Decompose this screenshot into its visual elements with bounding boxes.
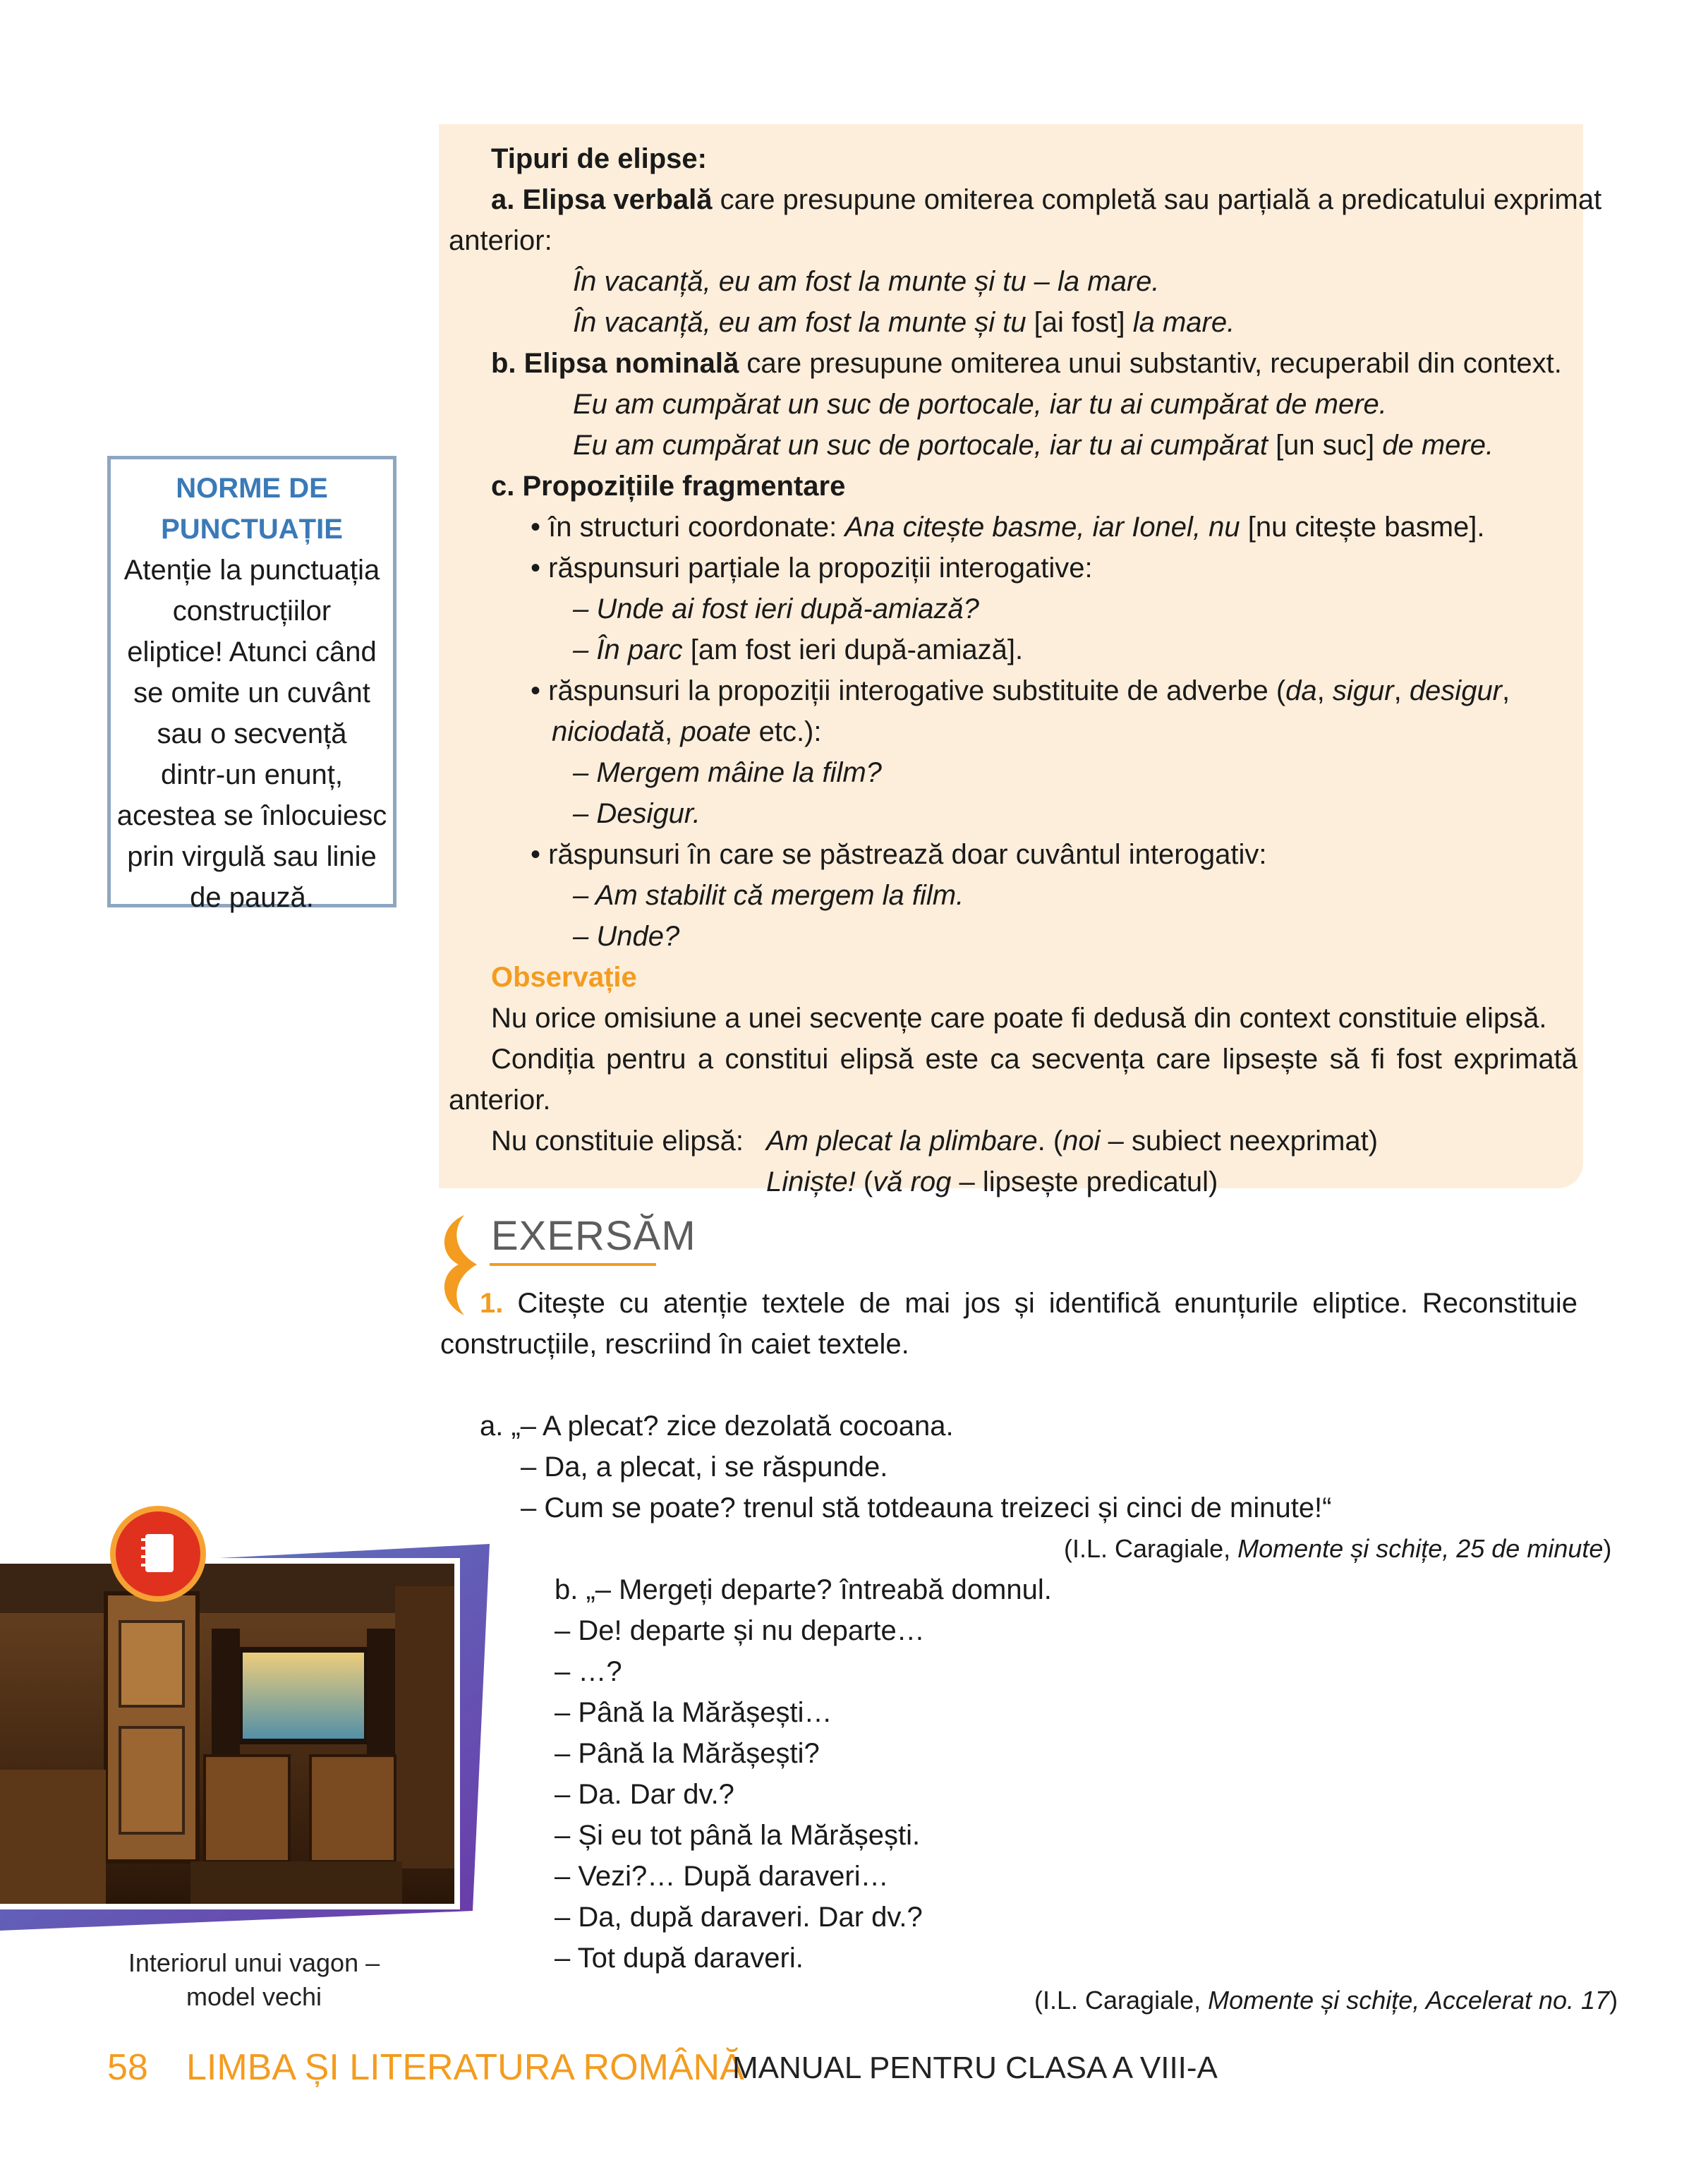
example-text: noi <box>1062 1125 1101 1157</box>
text-b-line: b. „– Mergeți departe? întreabă domnul. <box>555 1574 1052 1605</box>
ellipsis-nominal-label: b. Elipsa nominală <box>491 348 739 379</box>
exercise-instruction-1 <box>480 1283 1577 1324</box>
text-b-source <box>1034 1980 1618 2021</box>
note-line: dintr-un enunț, <box>161 759 343 790</box>
text-b-line: – Tot după daraveri. <box>555 1943 804 1974</box>
observation-example-1 <box>766 1121 1378 1161</box>
note-line: se omite un cuvânt <box>133 677 370 708</box>
item-text: etc.): <box>751 716 822 747</box>
notebook-icon <box>116 1511 200 1596</box>
ellipsis-verbal-example-1: În vacanță, eu am fost la munte și tu – la mare. <box>573 266 1160 297</box>
caption-line: Interiorul unui vagon – <box>128 1948 380 1977</box>
text-a-line: a. „– A plecat? zice dezolată cocoana. <box>480 1411 954 1442</box>
note-line: prin virgulă sau linie <box>127 841 377 872</box>
text-b-line: – Până la Mărășești? <box>555 1738 820 1769</box>
fragmentary-item-3-cont <box>552 711 822 752</box>
ellipsis-verbal-example-2 <box>573 302 1235 343</box>
photo-caption <box>106 1946 402 2014</box>
note-line: construcțiilor <box>172 596 332 627</box>
exercise-number: 1. <box>480 1288 504 1319</box>
caption-line: model vechi <box>186 1982 322 2011</box>
note-line: acestea se înlocuiesc <box>116 800 387 831</box>
adverb: desigur <box>1409 675 1503 706</box>
recovered-text: [un suc] <box>1276 430 1375 461</box>
text-a-line: – Da, a plecat, i se răspunde. <box>521 1451 888 1483</box>
exercise-instruction-2: construcțiile, rescriind în caiet textele. <box>440 1329 909 1360</box>
source-end: ) <box>1609 1986 1618 2015</box>
fragmentary-item-4-answer: – Unde? <box>573 921 680 952</box>
text-a-source <box>1064 1528 1611 1569</box>
text-a-line: – Cum se poate? trenul stă totdeauna treizeci și cinci de minute!“ <box>521 1492 1332 1523</box>
fragmentary-item-1 <box>531 507 1485 548</box>
note-title-2: PUNCTUAȚIE <box>161 514 343 545</box>
source-end: ) <box>1603 1534 1612 1563</box>
exercise-heading: EXERSĂM <box>491 1213 696 1259</box>
ellipsis-nominal-example-1: Eu am cumpărat un suc de portocale, iar tu ai cumpărat de mere. <box>573 389 1387 420</box>
theory-title: Tipuri de elipse: <box>491 143 707 174</box>
item-text: • în structuri coordonate: <box>531 512 845 543</box>
example-text: Am plecat la plimbare <box>766 1125 1038 1157</box>
observation-line-2: Condiția pentru a constitui elipsă este ca secvența care lipsește să fi fost exprimată <box>491 1044 1577 1075</box>
recovered-text: [ai fost] <box>1034 307 1125 338</box>
example-text: Liniște! <box>766 1166 856 1197</box>
explanation: – lipsește predicatul) <box>951 1166 1218 1197</box>
example-text: Eu am cumpărat un suc de portocale, iar tu ai cumpărat <box>573 430 1276 461</box>
note-title-1: NORME DE <box>176 473 328 504</box>
note-line: eliptice! Atunci când <box>127 636 377 668</box>
observation-line-2-cont: anterior. <box>449 1085 551 1116</box>
example-text: Ana citește basme, iar Ionel, nu <box>844 512 1240 543</box>
ellipsis-nominal-line <box>491 343 1562 384</box>
separator: , <box>1316 675 1333 706</box>
ellipsis-nominal-text: care presupune omiterea unui substantiv, recuperabil din context. <box>739 348 1562 379</box>
fragmentary-item-2: • răspunsuri parțiale la propoziții interogative: <box>531 553 1093 584</box>
example-text: vă rog <box>873 1166 952 1197</box>
example-text: de mere. <box>1374 430 1494 461</box>
source-title: Momente și schițe, Accelerat no. 17 <box>1208 1986 1610 2015</box>
page-number: 58 <box>107 2047 148 2088</box>
explanation: – subiect neexprimat) <box>1100 1125 1379 1157</box>
ellipsis-verbal-label: a. Elipsa verbală <box>491 184 713 215</box>
example-text: la mare. <box>1125 307 1235 338</box>
observation-example-2 <box>766 1161 1218 1202</box>
recovered-text: [am fost ieri după-amiază]. <box>682 634 1024 665</box>
book-title: LIMBA ȘI LITERATURA ROMÂNĂ <box>186 2047 744 2088</box>
item-text: • răspunsuri la propoziții interogative substituite de adverbe ( <box>531 675 1286 706</box>
ellipsis-nominal-example-2 <box>573 425 1494 466</box>
adverb: niciodată <box>552 716 665 747</box>
text-b-line: – Da, după daraveri. Dar dv.? <box>555 1902 923 1933</box>
text-b-line: – …? <box>555 1656 622 1687</box>
fragmentary-item-3-answer: – Desigur. <box>573 798 701 829</box>
text-b-line: – Da. Dar dv.? <box>555 1779 734 1810</box>
fragmentary-item-3-question: – Mergem mâine la film? <box>573 757 882 788</box>
separator: ( <box>855 1166 873 1197</box>
instruction-text: Citește cu atenție textele de mai jos și identifică enunțurile eliptice. Reconstituie <box>503 1288 1577 1319</box>
text-b-line: – De! departe și nu departe… <box>555 1615 925 1646</box>
fragmentary-item-2-question: – Unde ai fost ieri după-amiază? <box>573 593 979 624</box>
observation-line-1: Nu orice omisiune a unei secvențe care poate fi dedusă din context constituie elipsă. <box>491 1003 1547 1034</box>
separator: . ( <box>1037 1125 1063 1157</box>
fragmentary-item-2-answer <box>573 629 1023 670</box>
note-line: Atenție la punctuația <box>123 555 380 586</box>
fragmentary-label: c. Propozițiile fragmentare <box>491 471 846 502</box>
ellipsis-verbal-line <box>491 179 1601 220</box>
fragmentary-item-4: • răspunsuri în care se păstrează doar cuvântul interogativ: <box>531 839 1267 870</box>
source-title: Momente și schițe, 25 de minute <box>1237 1534 1604 1563</box>
ellipsis-verbal-text-cont: anterior: <box>449 225 552 256</box>
fragmentary-item-3 <box>531 670 1510 711</box>
punctuation-note <box>107 456 396 913</box>
ellipsis-verbal-text: care presupune omiterea completă sau parțială a predicatului exprimat <box>712 184 1602 215</box>
train-interior-photo <box>0 1544 490 1932</box>
text-b-line: – Până la Mărășești… <box>555 1697 832 1728</box>
adverb: poate <box>680 716 751 747</box>
recovered-text: [nu citește basme]. <box>1240 512 1485 543</box>
source-author: (I.L. Caragiale, <box>1034 1986 1209 2015</box>
text-b-line: – Vezi?… După daraveri… <box>555 1861 889 1892</box>
adverb: da <box>1285 675 1317 706</box>
adverb: sigur <box>1332 675 1394 706</box>
separator: , <box>665 716 681 747</box>
separator: , <box>1393 675 1410 706</box>
fragmentary-item-4-question: – Am stabilit că mergem la film. <box>573 880 964 911</box>
example-text: – În parc <box>573 634 683 665</box>
source-author: (I.L. Caragiale, <box>1064 1534 1238 1563</box>
separator: , <box>1502 675 1510 706</box>
book-subtitle: MANUAL PENTRU CLASA A VIII-A <box>732 2051 1218 2085</box>
observation-label: Nu constituie elipsă: <box>491 1125 744 1157</box>
heading-underline <box>490 1263 656 1266</box>
note-line: de pauză. <box>190 882 314 913</box>
note-line: sau o secvență <box>157 718 347 749</box>
text-b-line: – Și eu tot până la Mărășești. <box>555 1820 921 1851</box>
notebook-badge <box>116 1511 200 1596</box>
example-text: În vacanță, eu am fost la munte și tu <box>573 307 1034 338</box>
observation-title: Observație <box>491 962 637 993</box>
